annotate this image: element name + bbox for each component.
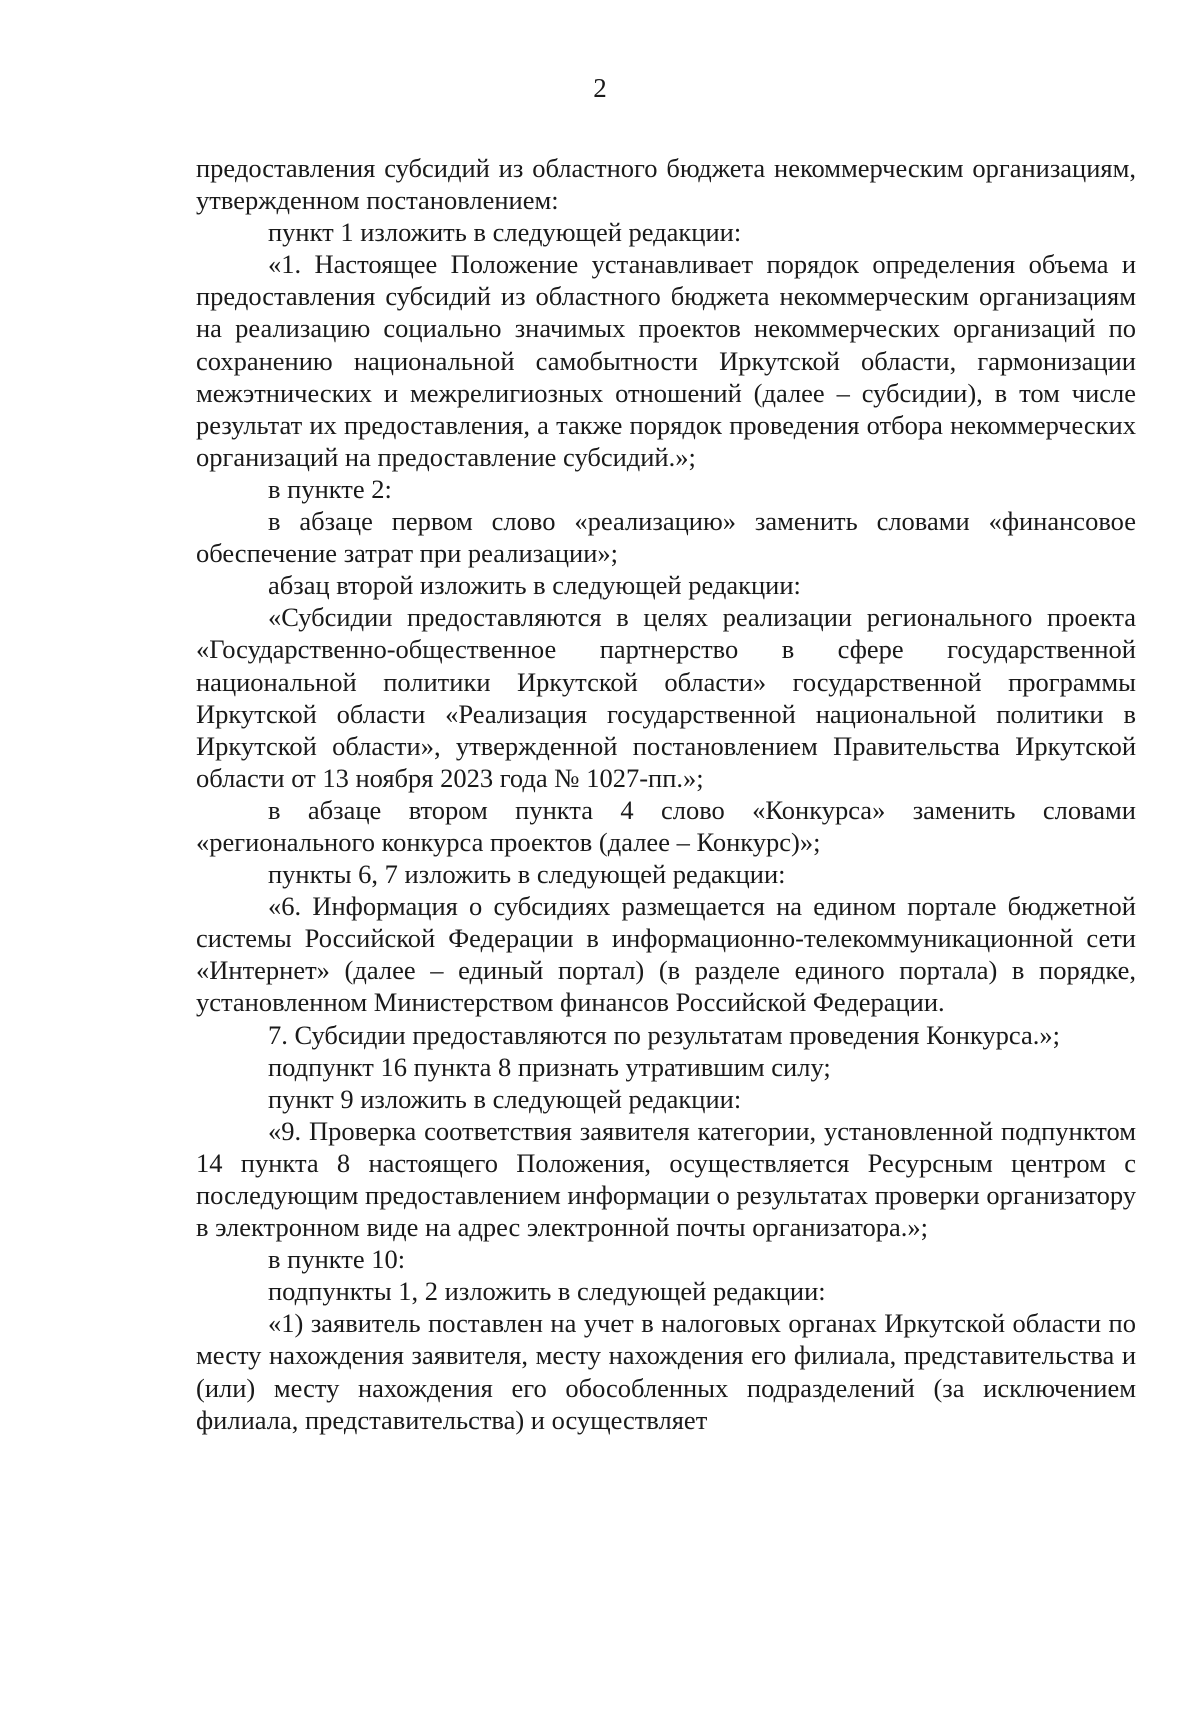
paragraph: абзац второй изложить в следующей редакции: bbox=[268, 570, 801, 601]
document-body bbox=[196, 152, 1136, 1436]
paragraph: в пункте 10: bbox=[268, 1244, 406, 1275]
paragraph: пункт 9 изложить в следующей редакции: bbox=[268, 1083, 742, 1114]
paragraph: в абзаце втором пункта 4 слово «Конкурса» заменить словами «регионального конкурса проектов (далее – Конкурс)»; bbox=[196, 794, 1136, 857]
paragraph: подпункты 1, 2 изложить в следующей редакции: bbox=[268, 1276, 826, 1307]
paragraph: предоставления субсидий из областного бюджета некоммерческим организациям, утвержденном постановлением: bbox=[196, 153, 1136, 216]
paragraph: в абзаце первом слово «реализацию» заменить словами «финансовое обеспечение затрат при реализации»; bbox=[196, 506, 1136, 569]
paragraph: пункт 1 изложить в следующей редакции: bbox=[268, 217, 742, 248]
paragraph: подпункт 16 пункта 8 признать утратившим силу; bbox=[268, 1051, 831, 1082]
paragraph: в пункте 2: bbox=[268, 473, 392, 504]
page-number: 2 bbox=[593, 73, 607, 103]
paragraph: «6. Информация о субсидиях размещается на едином портале бюджетной системы Российской Федерации в информационно-телекоммуникационной сети «Интернет» (далее – единый портал) (в разделе единого портала) в порядке, установленном Министерством финансов Российской Федерации. bbox=[196, 891, 1136, 1018]
paragraph: «Субсидии предоставляются в целях реализации регионального проекта «Государственно-общественное партнерство в сфере государственной национальной политики Иркутской области» государственной программы Иркутской области «Реализация государственной национальной политики в Иркутской области», утвержденной постановлением Правительства Иркутской области от 13 ноября 2023 года № 1027-пп.»; bbox=[196, 602, 1136, 793]
paragraph: пункты 6, 7 изложить в следующей редакции: bbox=[268, 859, 786, 890]
paragraph: «1) заявитель поставлен на учет в налоговых органах Иркутской области по месту нахождения заявителя, месту нахождения его филиала, представительства и (или) месту нахождения его обособленных подразделений (за исключением филиала, представительства) и осуществляет bbox=[196, 1308, 1136, 1435]
paragraph: «1. Настоящее Положение устанавливает порядок определения объема и предоставления субсидий из областного бюджета некоммерческим организациям на реализацию социально значимых проектов некоммерческих организаций по сохранению национальной самобытности Иркутской области, гармонизации межэтнических и межрелигиозных отношений (далее – субсидии), в том числе результат их предоставления, а также порядок проведения отбора некоммерческих организаций на предоставление субсидий.»; bbox=[196, 249, 1136, 472]
paragraph: «9. Проверка соответствия заявителя категории, установленной подпунктом 14 пункта 8 настоящего Положения, осуществляется Ресурсным центром с последующим предоставлением информации о результатах проверки организатору в электронном виде на адрес электронной почты организатора.»; bbox=[196, 1115, 1136, 1243]
paragraph: 7. Субсидии предоставляются по результатам проведения Конкурса.»; bbox=[268, 1019, 1060, 1050]
